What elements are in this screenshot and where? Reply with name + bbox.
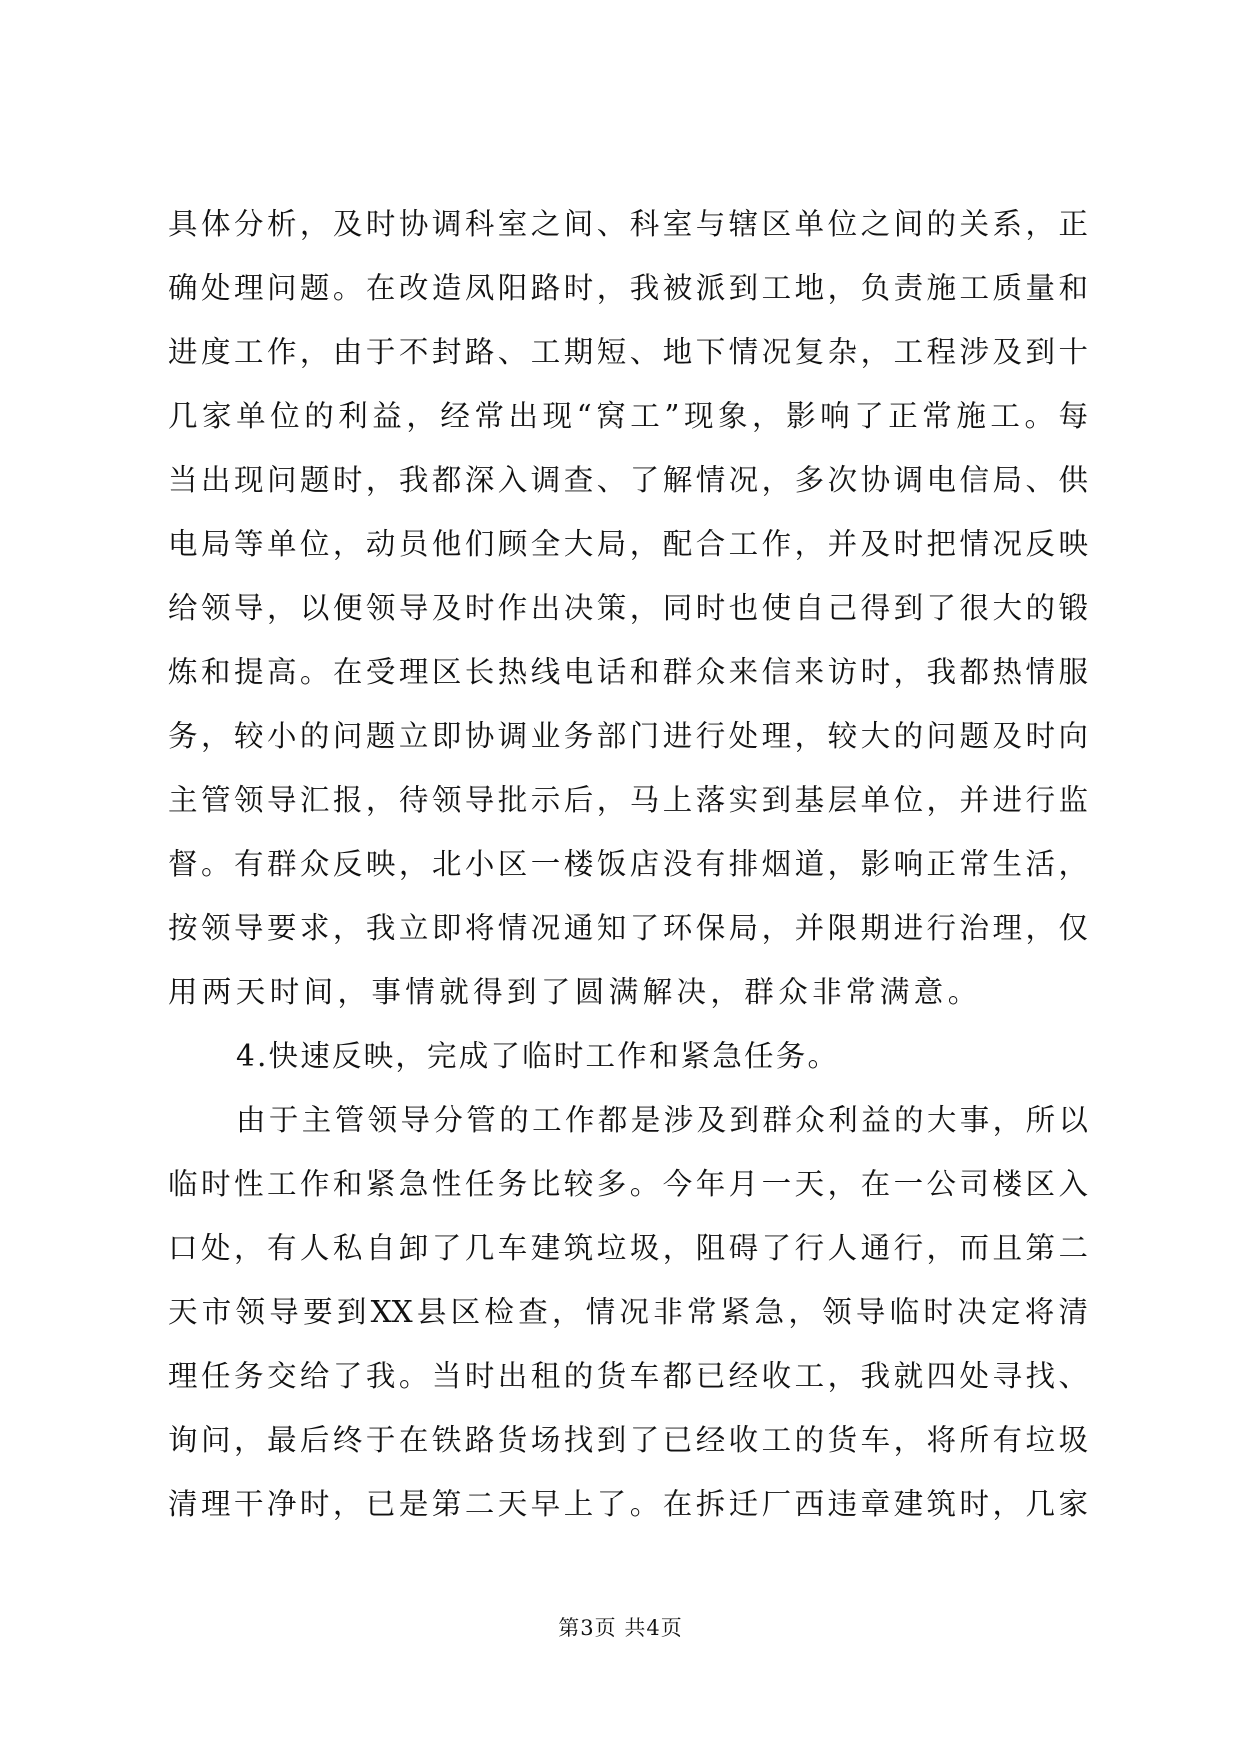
body-text-line: 当出现问题时，我都深入调查、了解情况，多次协调电信局、供 [168,463,1088,497]
paragraph-first-line: 由于主管领导分管的工作都是涉及到群众利益的大事，所以 [236,1103,1088,1137]
body-text-line: 询问，最后终于在铁路货场找到了已经收工的货车，将所有垃圾 [168,1423,1088,1457]
body-text-line: 理任务交给了我。当时出租的货车都已经收工，我就四处寻找、 [168,1359,1088,1393]
body-text-line: 几家单位的利益，经常出现“窝工”现象，影响了正常施工。每 [168,399,1088,433]
body-text-line: 天市领导要到XX县区检查，情况非常紧急，领导临时决定将清 [168,1295,1088,1329]
body-text-line: 督。有群众反映，北小区一楼饭店没有排烟道，影响正常生活， [168,847,1088,881]
body-text-line: 清理干净时，已是第二天早上了。在拆迁厂西违章建筑时，几家 [168,1487,1088,1521]
body-text-line: 口处，有人私自卸了几车建筑垃圾，阻碍了行人通行，而且第二 [168,1231,1088,1265]
body-text-line: 电局等单位，动员他们顾全大局，配合工作，并及时把情况反映 [168,527,1088,561]
section-heading: 4.快速反映，完成了临时工作和紧急任务。 [236,1039,840,1073]
body-text-line: 具体分析，及时协调科室之间、科室与辖区单位之间的关系，正 [168,207,1088,241]
body-text-line: 主管领导汇报，待领导批示后，马上落实到基层单位，并进行监 [168,783,1088,817]
body-text-line: 确处理问题。在改造凤阳路时，我被派到工地，负责施工质量和 [168,271,1088,305]
page-number-footer: 第3页 共4页 [558,1616,683,1640]
body-text-line: 临时性工作和紧急性任务比较多。今年月一天，在一公司楼区入 [168,1167,1088,1201]
body-text-line: 按领导要求，我立即将情况通知了环保局，并限期进行治理，仅 [168,911,1088,945]
body-text-line: 炼和提高。在受理区长热线电话和群众来信来访时，我都热情服 [168,655,1088,689]
body-text-line: 进度工作，由于不封路、工期短、地下情况复杂，工程涉及到十 [168,335,1088,369]
paragraph-end-line: 用两天时间，事情就得到了圆满解决，群众非常满意。 [168,975,982,1009]
body-text-line: 务，较小的问题立即协调业务部门进行处理，较大的问题及时向 [168,719,1088,753]
body-text-line: 给领导，以便领导及时作出决策，同时也使自己得到了很大的锻 [168,591,1088,625]
